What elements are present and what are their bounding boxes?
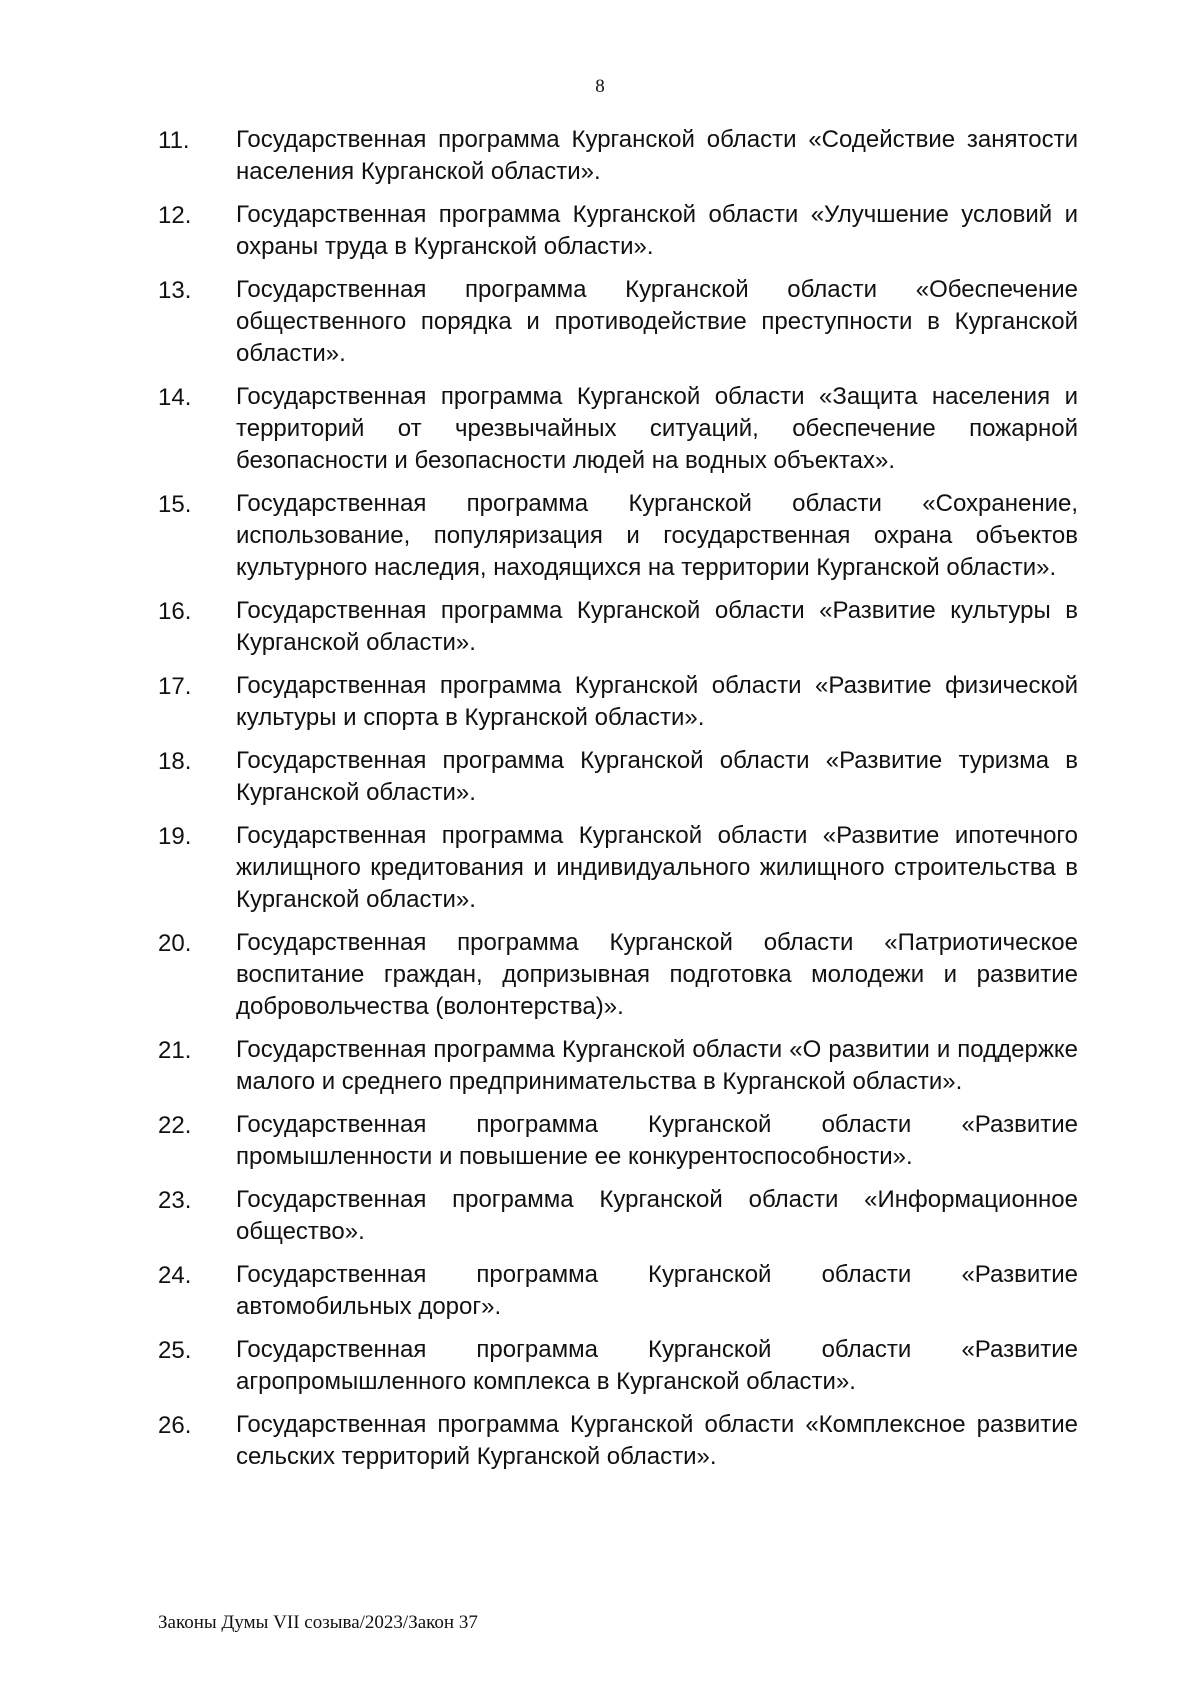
item-number: 15. (158, 491, 192, 518)
item-text: Государственная программа Курганской области «Обеспечение общественного порядка и противодействие преступности в Курганской области». (236, 276, 1078, 367)
item-text: Государственная программа Курганской области «Развитие туризма в Курганской области». (236, 747, 1078, 806)
list-item (158, 488, 1078, 584)
item-number: 16. (158, 598, 192, 625)
item-text: Государственная программа Курганской области «Развитие ипотечного жилищного кредитования и индивидуального жилищного строительства в Курганской области». (236, 822, 1078, 913)
item-number: 25. (158, 1337, 192, 1364)
item-text: Государственная программа Курганской области «Развитие агропромышленного комплекса в Курганской области». (236, 1336, 1078, 1395)
item-number: 14. (158, 384, 192, 411)
list-item (158, 124, 1078, 188)
item-text: Государственная программа Курганской области «Комплексное развитие сельских территорий Курганской области». (236, 1411, 1078, 1470)
item-text: Государственная программа Курганской области «Информационное общество». (236, 1186, 1078, 1245)
item-text: Государственная программа Курганской области «Сохранение, использование, популяризация и государственная охрана объектов культурного наследия, находящихся на территории Курганской области». (236, 490, 1078, 581)
list-item (158, 1184, 1078, 1248)
list-item (158, 1109, 1078, 1173)
item-text: Государственная программа Курганской области «Развитие автомобильных дорог». (236, 1261, 1078, 1320)
page-number: 8 (595, 76, 605, 97)
item-number: 23. (158, 1187, 192, 1214)
list-item (158, 1334, 1078, 1398)
item-text: Государственная программа Курганской области «Улучшение условий и охраны труда в Курганской области». (236, 201, 1078, 260)
list-item (158, 1034, 1078, 1098)
item-text: Государственная программа Курганской области «Защита населения и территорий от чрезвычайных ситуаций, обеспечение пожарной безопасности и безопасности людей на водных объектах». (236, 383, 1078, 474)
list-item (158, 1409, 1078, 1473)
list-item (158, 1259, 1078, 1323)
item-number: 22. (158, 1112, 192, 1139)
list-item (158, 199, 1078, 263)
item-number: 20. (158, 930, 192, 957)
item-number: 18. (158, 748, 192, 775)
item-text: Государственная программа Курганской области «Содействие занятости населения Курганской области». (236, 126, 1078, 185)
list-item (158, 595, 1078, 659)
item-number: 11. (158, 127, 190, 154)
list-item (158, 670, 1078, 734)
item-text: Государственная программа Курганской области «Развитие физической культуры и спорта в Курганской области». (236, 672, 1078, 731)
item-number: 26. (158, 1412, 192, 1439)
item-number: 19. (158, 823, 192, 850)
list-item (158, 927, 1078, 1023)
item-number: 12. (158, 202, 192, 229)
list-item (158, 745, 1078, 809)
item-text: Государственная программа Курганской области «Развитие промышленности и повышение ее конкурентоспособности». (236, 1111, 1078, 1170)
item-text: Государственная программа Курганской области «О развитии и поддержке малого и среднего предпринимательства в Курганской области». (236, 1036, 1078, 1095)
program-list (158, 124, 1078, 1484)
item-number: 13. (158, 277, 192, 304)
item-number: 24. (158, 1262, 192, 1289)
list-item (158, 274, 1078, 370)
item-text: Государственная программа Курганской области «Развитие культуры в Курганской области». (236, 597, 1078, 656)
list-item (158, 820, 1078, 916)
item-number: 21. (158, 1037, 192, 1064)
item-number: 17. (158, 673, 192, 700)
document-footer: Законы Думы VII созыва/2023/Закон 37 (158, 1612, 478, 1633)
item-text: Государственная программа Курганской области «Патриотическое воспитание граждан, допризывная подготовка молодежи и развитие добровольчества (волонтерства)». (236, 929, 1078, 1020)
list-item (158, 381, 1078, 477)
